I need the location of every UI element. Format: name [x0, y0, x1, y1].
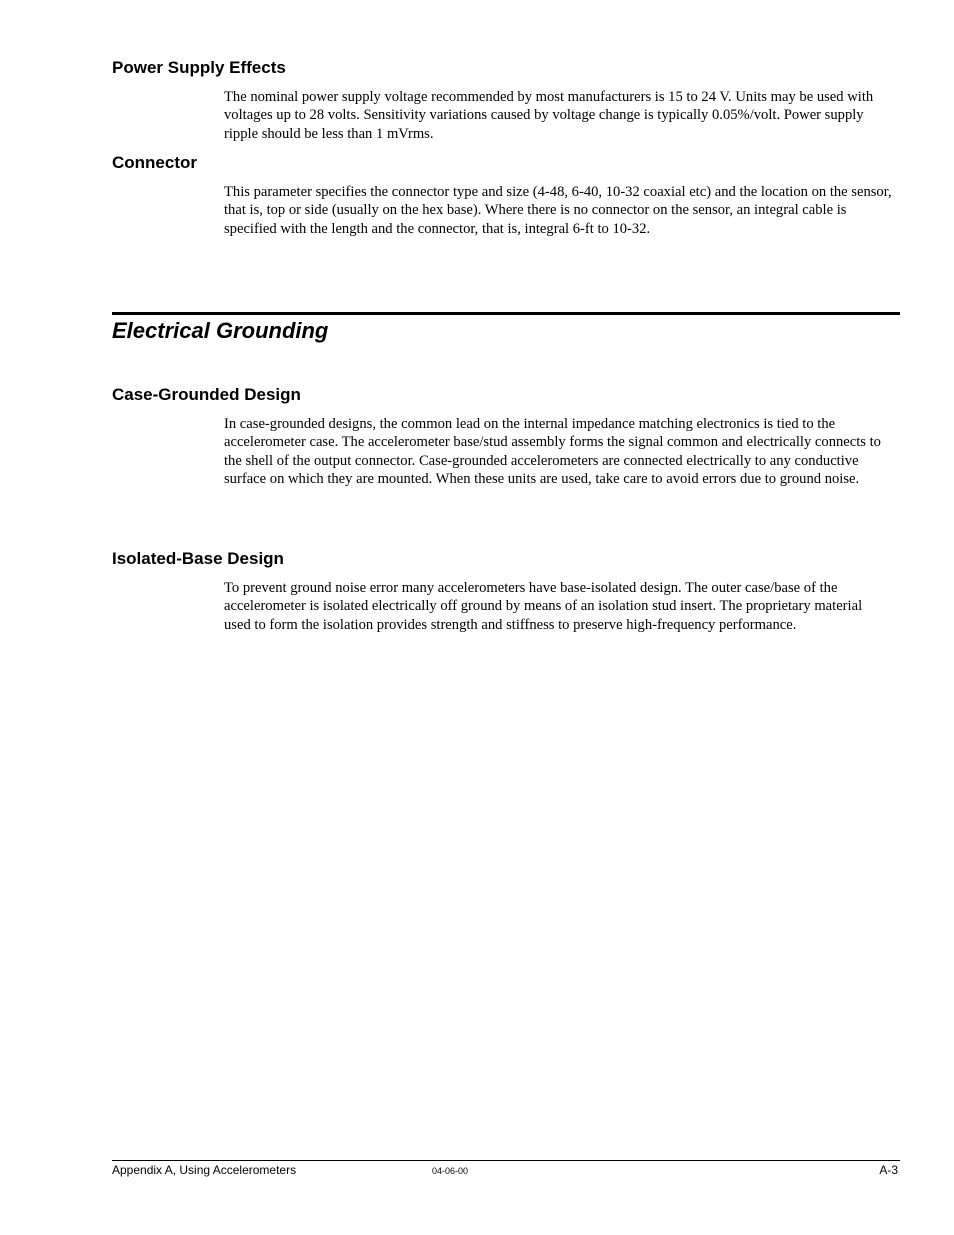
- paragraph-connector: This parameter specifies the connector type and size (4-48, 6-40, 10-32 coaxial etc) and the location on the sensor, that is, top or side (usually on the hex base). Where there is no connector on the sensor, an integral cable is specified with the length and the connector, that is, integral 6-ft to 10-32.: [224, 184, 892, 237]
- paragraph-isolated-base-design: To prevent ground noise error many accelerometers have base-isolated design. The outer case/base of the accelerometer is isolated electrically off ground by means of an isolation stud insert. The proprietary material used to form the isolation provides strength and stiffness to preserve high-frequency performance.: [224, 580, 863, 633]
- section-heading-case-grounded-design: Case-Grounded Design: [112, 385, 301, 404]
- section-heading-power-supply-effects: Power Supply Effects: [112, 58, 286, 77]
- chapter-divider-rule: [112, 312, 900, 315]
- chapter-title: Electrical Grounding: [112, 318, 329, 343]
- footer-date: 04-06-00: [432, 1166, 469, 1176]
- footer-rule: [112, 1160, 900, 1161]
- footer-document-title: Appendix A, Using Accelerometers: [112, 1163, 297, 1177]
- section-heading-connector: Connector: [112, 153, 197, 172]
- footer-page-number: A-3: [879, 1163, 898, 1177]
- paragraph-power-supply-effects: The nominal power supply voltage recommended by most manufacturers is 15 to 24 V. Units may be used with voltages up to 28 volts. Sensitivity variations caused by voltage change is typically 0.05%/volt. Power supply ripple should be less than 1 mVrms.: [224, 89, 874, 142]
- paragraph-case-grounded-design: In case-grounded designs, the common lead on the internal impedance matching electronics is tied to the accelerometer case. The accelerometer base/stud assembly forms the signal common and electrically connects to the shell of the output connector. Case-grounded accelerometers are connected electrically to any conductive surface on which they are mounted. When these units are used, take care to avoid errors due to ground noise.: [224, 416, 881, 488]
- section-heading-isolated-base-design: Isolated-Base Design: [112, 549, 284, 568]
